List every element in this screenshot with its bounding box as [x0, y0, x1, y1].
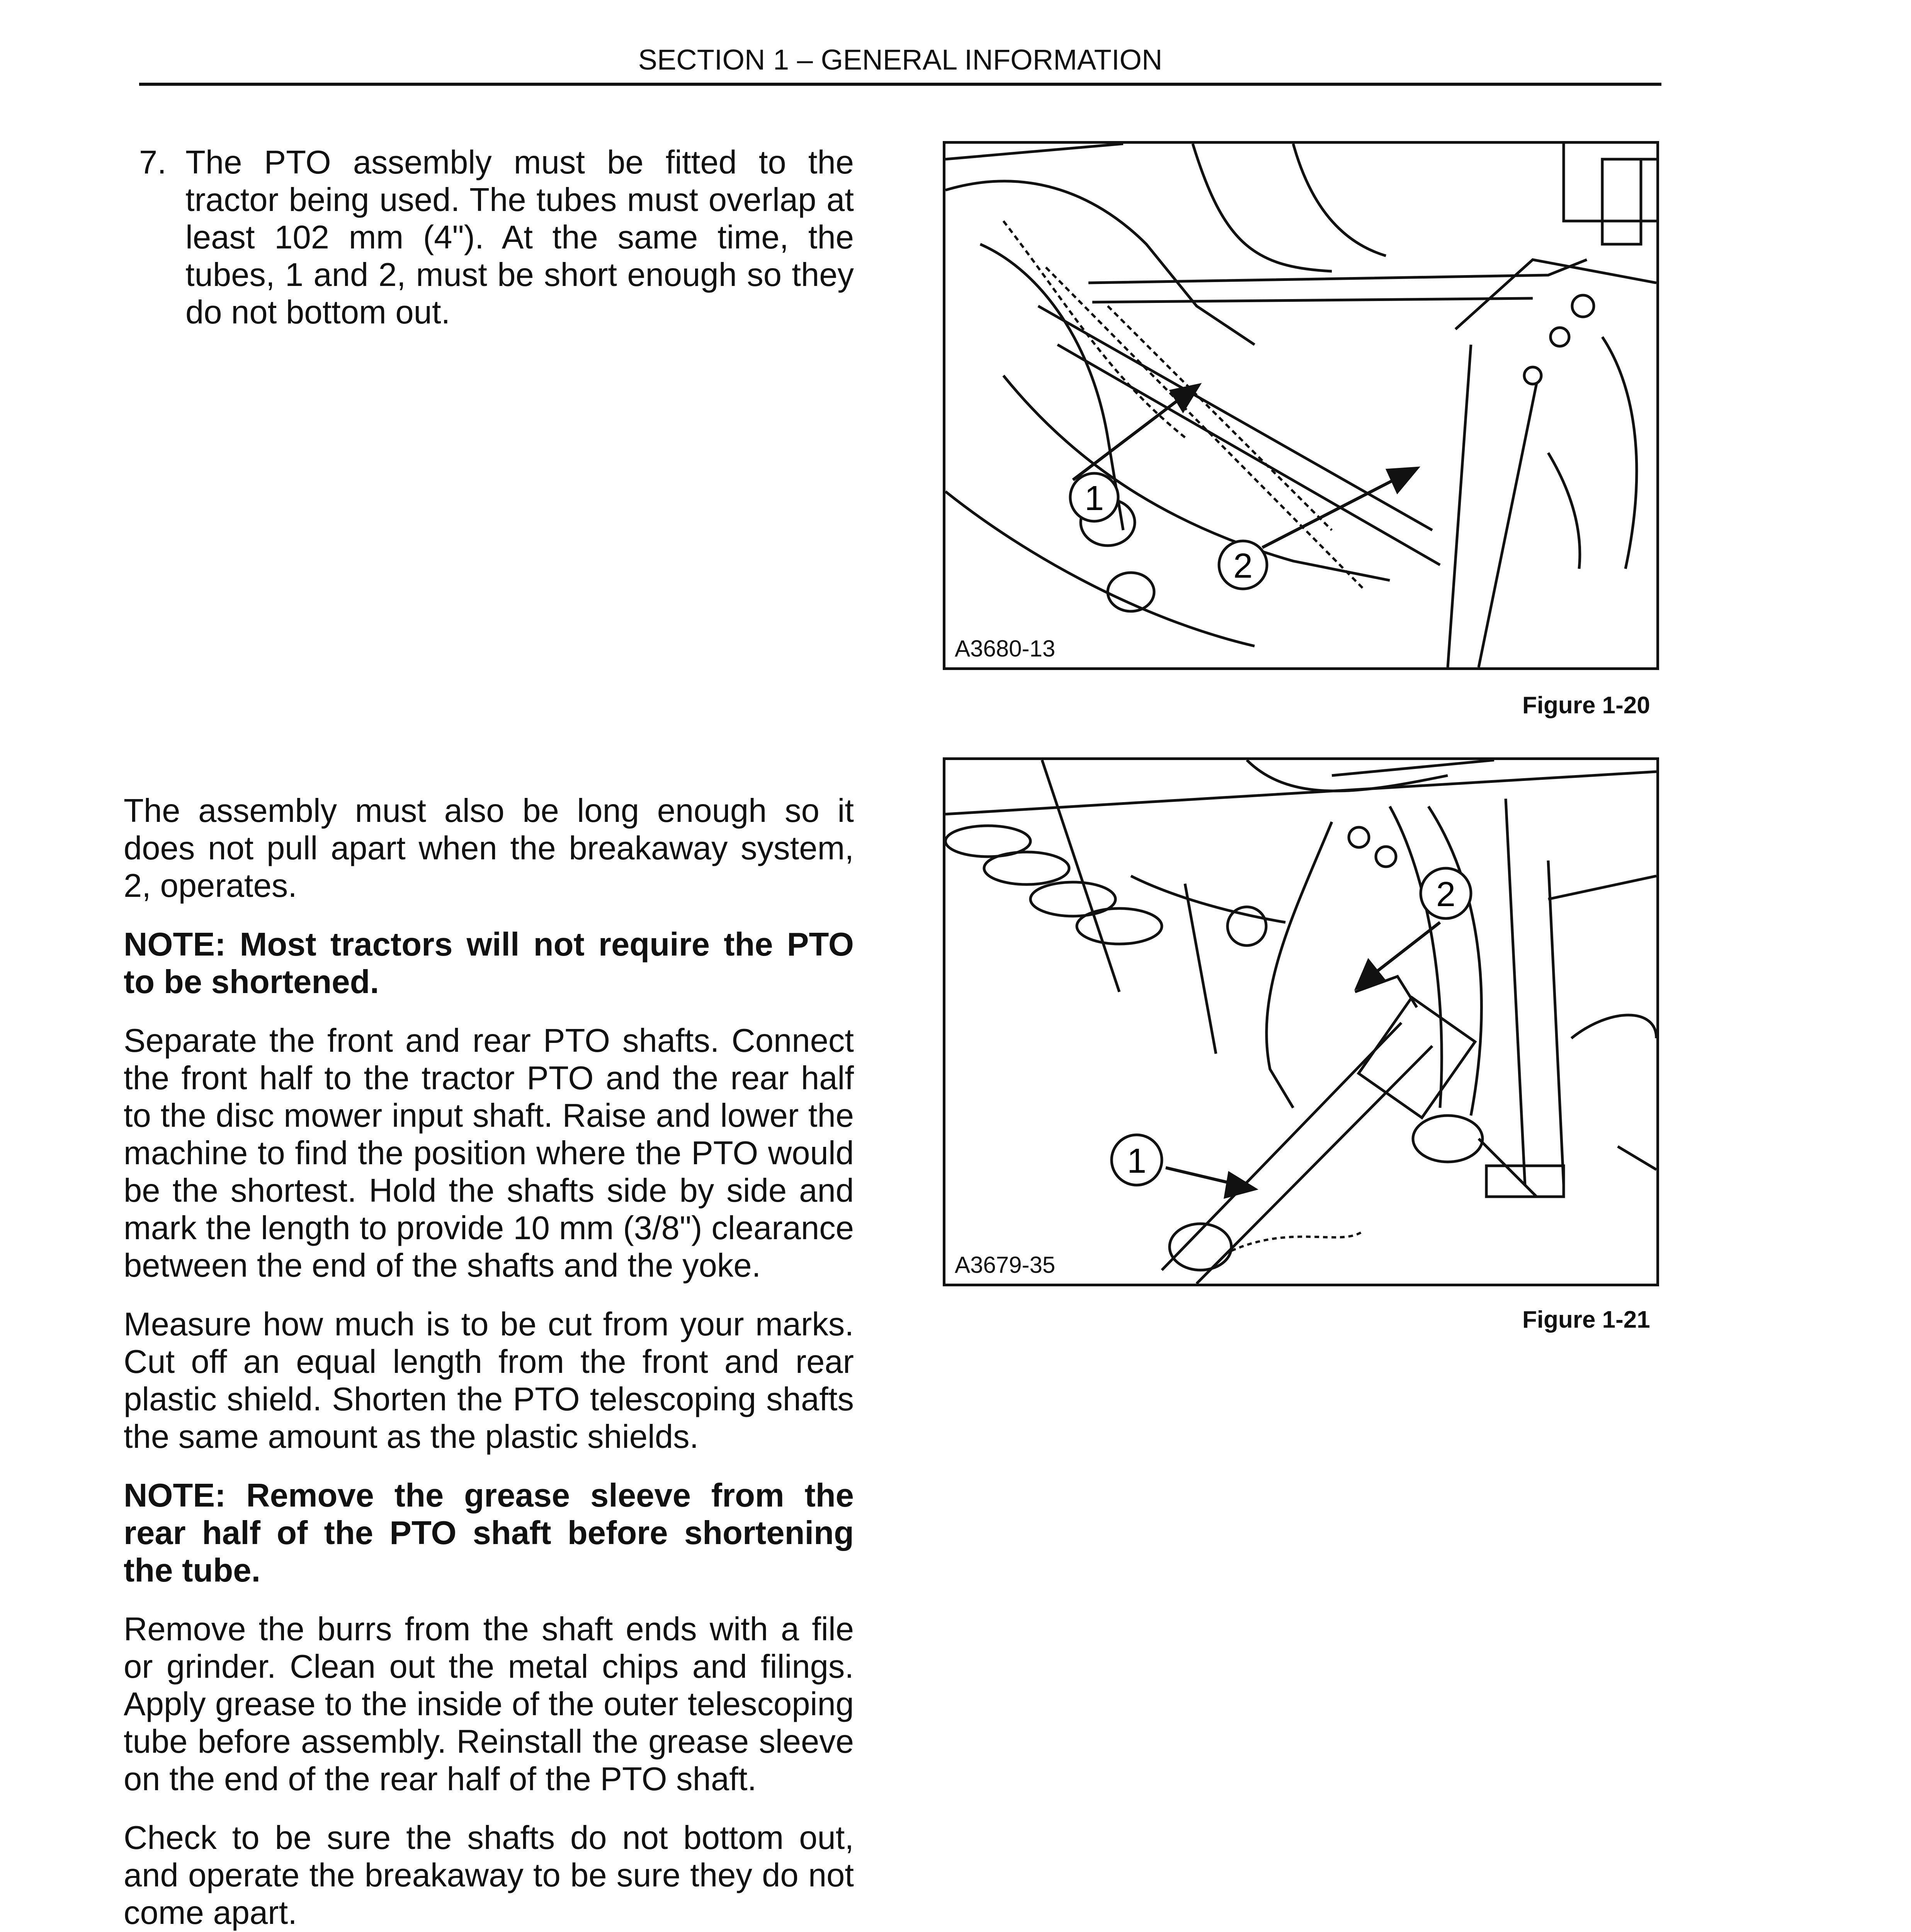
figure-1-21-illustration [943, 757, 1659, 1286]
paragraph-check-shafts: Check to be sure the shafts do not bottom out, and operate the breakaway to be sure they do not come apart. [124, 1820, 854, 1931]
header-rule [139, 83, 1661, 86]
figure-1-21-caption: Figure 1-21 [1522, 1306, 1650, 1333]
paragraph-measure-cut: Measure how much is to be cut from your marks. Cut off an equal length from the front and rear plastic shield. Shorten the PTO telescoping shafts the same amount as the plastic shields. [124, 1306, 854, 1455]
pto-tractor-illustration [945, 144, 1656, 667]
paragraph-remove-burrs: Remove the burrs from the shaft ends with a file or grinder. Clean out the metal chips and filings. Apply grease to the inside of the outer telescoping tube before assembly. Reinstall the grease sleeve on the end of the rear half of the PTO shaft. [124, 1611, 854, 1798]
step-7-text: The PTO assembly must be fitted to the tractor being used. The tubes must overlap at least 102 mm (4"). At the same time, the tubes, 1 and 2, must be short enough so they do not bottom out. [185, 144, 854, 331]
step-7 [139, 144, 854, 364]
paragraph-separate-shafts: Separate the front and rear PTO shafts. Connect the front half to the tractor PTO and the rear half to the disc mower input shaft. Raise and lower the machine to find the position where the PTO would be the shortest. Hold the shafts side by side and mark the length to provide 10 mm (3/8") clearance between the end of the shafts and the yoke. [124, 1022, 854, 1284]
figure-code: A3680-13 [951, 634, 1059, 663]
step-number: 7. [139, 144, 167, 181]
note-most-tractors: NOTE: Most tractors will not require the PTO to be shortened. [124, 926, 854, 1000]
section-header: SECTION 1 – GENERAL INFORMATION [638, 44, 1163, 76]
paragraph-assembly-length: The assembly must also be long enough so it does not pull apart when the breakaway system, 2, operates. [124, 793, 854, 904]
pto-mower-illustration [945, 760, 1656, 1284]
figure-1-20-illustration [943, 141, 1659, 670]
callout-1: 1 [1084, 479, 1104, 518]
callout-2: 2 [1233, 547, 1253, 585]
body-column [124, 792, 854, 1932]
figure-1-20-caption: Figure 1-20 [1522, 692, 1650, 719]
callout-1: 1 [1127, 1142, 1147, 1180]
note-grease-sleeve: NOTE: Remove the grease sleeve from the rear half of the PTO shaft before shortening the tube. [124, 1477, 854, 1589]
figure-code: A3679-35 [951, 1250, 1059, 1280]
callout-2: 2 [1436, 875, 1456, 914]
